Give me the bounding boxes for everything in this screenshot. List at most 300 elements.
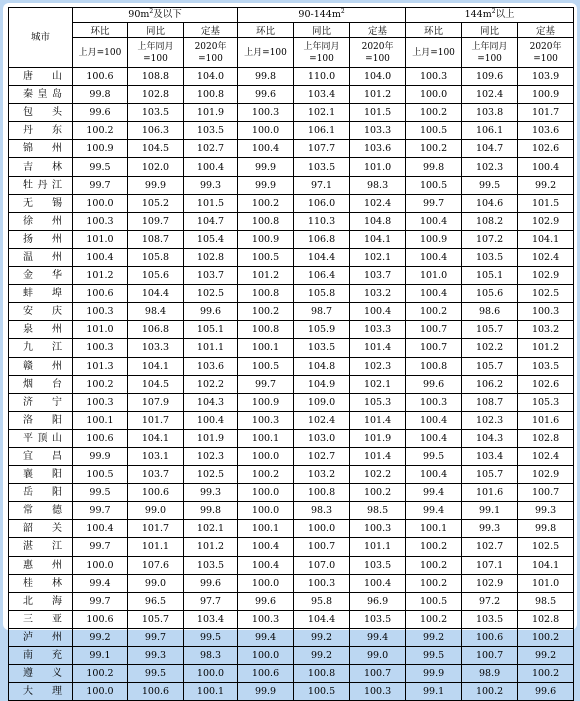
index-value: 103.6 <box>518 122 574 140</box>
sub-header-yoy: 同比 <box>462 23 518 38</box>
index-value: 105.6 <box>128 267 184 285</box>
index-value: 105.7 <box>128 610 184 628</box>
index-value: 103.7 <box>128 466 184 484</box>
table-row <box>9 556 574 574</box>
table-row <box>9 447 574 465</box>
index-value: 100.1 <box>238 429 294 447</box>
table-row <box>9 303 574 321</box>
index-value: 100.2 <box>406 574 462 592</box>
index-value: 100.2 <box>406 104 462 122</box>
table-row <box>9 393 574 411</box>
index-value: 100.1 <box>238 339 294 357</box>
index-value: 100.8 <box>238 285 294 303</box>
index-value: 105.6 <box>462 285 518 303</box>
city-name: 襄阳 <box>9 466 73 484</box>
city-name: 泉州 <box>9 321 73 339</box>
index-value: 99.4 <box>238 628 294 646</box>
index-value: 102.3 <box>184 447 238 465</box>
index-value: 100.8 <box>238 321 294 339</box>
table-row <box>9 267 574 285</box>
index-value: 100.6 <box>238 665 294 683</box>
index-value: 102.4 <box>518 447 574 465</box>
index-value: 100.2 <box>238 303 294 321</box>
index-value: 101.5 <box>184 194 238 212</box>
index-value: 99.6 <box>184 303 238 321</box>
city-name: 宜昌 <box>9 447 73 465</box>
index-value: 100.4 <box>184 411 238 429</box>
index-value: 102.6 <box>518 375 574 393</box>
city-name: 三亚 <box>9 610 73 628</box>
index-value: 103.5 <box>294 158 350 176</box>
table-row <box>9 230 574 248</box>
index-value: 103.5 <box>184 556 238 574</box>
index-value: 105.3 <box>350 393 406 411</box>
index-value: 99.4 <box>350 628 406 646</box>
sub-header-base: 定基 <box>518 23 574 38</box>
index-value: 100.0 <box>294 520 350 538</box>
index-value: 99.0 <box>350 647 406 665</box>
city-name: 常德 <box>9 502 73 520</box>
index-value: 103.1 <box>128 447 184 465</box>
index-value: 98.3 <box>184 647 238 665</box>
base-header-base: 2020年 =100 <box>184 38 238 68</box>
index-value: 102.2 <box>462 339 518 357</box>
index-value: 101.2 <box>518 339 574 357</box>
index-value: 100.2 <box>73 122 128 140</box>
city-name: 惠州 <box>9 556 73 574</box>
city-name: 济宁 <box>9 393 73 411</box>
index-value: 99.9 <box>406 665 462 683</box>
index-value: 101.2 <box>350 86 406 104</box>
sub-header-yoy: 同比 <box>128 23 184 38</box>
index-value: 103.6 <box>350 140 406 158</box>
index-value: 99.8 <box>518 520 574 538</box>
index-value: 95.8 <box>294 592 350 610</box>
index-value: 100.2 <box>73 375 128 393</box>
city-name: 温州 <box>9 248 73 266</box>
index-value: 102.5 <box>518 285 574 303</box>
table-row <box>9 592 574 610</box>
index-value: 102.2 <box>184 375 238 393</box>
index-value: 100.2 <box>518 665 574 683</box>
city-name: 岳阳 <box>9 484 73 502</box>
index-value: 105.2 <box>128 194 184 212</box>
table-row <box>9 628 574 646</box>
index-value: 100.3 <box>238 411 294 429</box>
index-value: 100.6 <box>462 628 518 646</box>
index-value: 100.3 <box>406 393 462 411</box>
index-value: 102.8 <box>184 248 238 266</box>
index-value: 103.7 <box>350 267 406 285</box>
sub-header-mom: 环比 <box>238 23 294 38</box>
table-row <box>9 68 574 86</box>
index-value: 100.3 <box>238 610 294 628</box>
index-value: 102.8 <box>518 610 574 628</box>
table-row <box>9 683 574 701</box>
index-value: 107.7 <box>294 140 350 158</box>
index-value: 108.7 <box>128 230 184 248</box>
index-value: 100.0 <box>406 86 462 104</box>
index-value: 110.0 <box>294 68 350 86</box>
index-value: 103.3 <box>128 339 184 357</box>
index-value: 105.1 <box>184 321 238 339</box>
index-value: 99.8 <box>406 158 462 176</box>
index-value: 100.3 <box>350 520 406 538</box>
index-value: 109.6 <box>462 68 518 86</box>
index-value: 100.2 <box>406 556 462 574</box>
index-value: 100.4 <box>406 248 462 266</box>
index-value: 99.5 <box>73 158 128 176</box>
index-value: 103.2 <box>294 466 350 484</box>
index-value: 100.6 <box>73 610 128 628</box>
index-value: 103.5 <box>462 610 518 628</box>
index-value: 99.3 <box>128 647 184 665</box>
index-value: 104.5 <box>128 375 184 393</box>
index-value: 99.3 <box>462 520 518 538</box>
index-value: 100.5 <box>294 683 350 701</box>
index-value: 100.4 <box>406 429 462 447</box>
index-value: 102.5 <box>518 538 574 556</box>
index-value: 100.4 <box>350 303 406 321</box>
index-value: 100.8 <box>184 86 238 104</box>
index-value: 100.2 <box>518 628 574 646</box>
sub-header-mom: 环比 <box>406 23 462 38</box>
index-value: 108.8 <box>128 68 184 86</box>
index-value: 100.5 <box>73 466 128 484</box>
city-name: 遵义 <box>9 665 73 683</box>
index-value: 100.0 <box>238 574 294 592</box>
index-value: 100.4 <box>238 538 294 556</box>
index-value: 103.5 <box>128 104 184 122</box>
index-value: 102.1 <box>294 104 350 122</box>
index-value: 99.9 <box>128 176 184 194</box>
index-value: 100.5 <box>406 592 462 610</box>
index-value: 106.0 <box>294 194 350 212</box>
index-value: 101.7 <box>518 104 574 122</box>
city-name: 赣州 <box>9 357 73 375</box>
index-value: 101.1 <box>128 538 184 556</box>
index-value: 100.5 <box>406 176 462 194</box>
index-value: 99.1 <box>462 502 518 520</box>
index-value: 96.9 <box>350 592 406 610</box>
table-row <box>9 357 574 375</box>
index-value: 100.3 <box>73 393 128 411</box>
index-value: 99.4 <box>406 502 462 520</box>
index-value: 102.7 <box>462 538 518 556</box>
index-value: 100.2 <box>462 683 518 701</box>
index-value: 99.3 <box>518 502 574 520</box>
index-value: 106.3 <box>128 122 184 140</box>
index-value: 100.3 <box>73 303 128 321</box>
index-value: 99.0 <box>128 502 184 520</box>
city-name: 牡丹江 <box>9 176 73 194</box>
index-value: 99.8 <box>73 86 128 104</box>
index-value: 96.5 <box>128 592 184 610</box>
index-value: 102.3 <box>462 158 518 176</box>
index-value: 102.4 <box>518 248 574 266</box>
sub-header-yoy: 同比 <box>294 23 350 38</box>
table-row <box>9 610 574 628</box>
index-value: 100.7 <box>406 339 462 357</box>
index-value: 103.5 <box>184 122 238 140</box>
table-row <box>9 122 574 140</box>
index-value: 100.2 <box>350 484 406 502</box>
index-value: 102.7 <box>184 140 238 158</box>
index-value: 102.7 <box>294 447 350 465</box>
index-value: 99.7 <box>73 176 128 194</box>
index-value: 100.7 <box>406 321 462 339</box>
index-value: 101.0 <box>518 574 574 592</box>
index-value: 102.9 <box>462 574 518 592</box>
index-value: 106.1 <box>462 122 518 140</box>
index-value: 101.0 <box>73 230 128 248</box>
table-row <box>9 484 574 502</box>
index-value: 102.3 <box>462 411 518 429</box>
index-value: 101.6 <box>462 484 518 502</box>
index-value: 104.9 <box>294 375 350 393</box>
index-value: 105.7 <box>462 466 518 484</box>
index-value: 99.1 <box>73 647 128 665</box>
index-value: 99.9 <box>73 447 128 465</box>
index-value: 105.7 <box>462 357 518 375</box>
index-value: 98.6 <box>462 303 518 321</box>
index-value: 104.4 <box>294 610 350 628</box>
index-value: 102.2 <box>350 466 406 484</box>
index-value: 100.4 <box>238 140 294 158</box>
city-name: 扬州 <box>9 230 73 248</box>
table-row <box>9 375 574 393</box>
table-row <box>9 520 574 538</box>
index-value: 99.6 <box>184 574 238 592</box>
index-value: 100.6 <box>128 484 184 502</box>
table-row <box>9 411 574 429</box>
index-value: 103.0 <box>294 429 350 447</box>
index-value: 100.1 <box>73 411 128 429</box>
index-value: 97.7 <box>184 592 238 610</box>
index-value: 101.9 <box>184 104 238 122</box>
index-value: 109.7 <box>128 212 184 230</box>
table-frame <box>3 3 577 698</box>
index-value: 101.7 <box>128 520 184 538</box>
index-value: 101.1 <box>184 339 238 357</box>
city-name: 金华 <box>9 267 73 285</box>
table-row <box>9 321 574 339</box>
city-name: 湛江 <box>9 538 73 556</box>
index-value: 102.4 <box>462 86 518 104</box>
index-value: 99.3 <box>184 176 238 194</box>
index-value: 105.1 <box>462 267 518 285</box>
index-value: 100.2 <box>406 303 462 321</box>
index-value: 100.0 <box>238 484 294 502</box>
index-value: 99.2 <box>294 647 350 665</box>
table-row <box>9 429 574 447</box>
city-name: 秦皇岛 <box>9 86 73 104</box>
index-value: 97.1 <box>294 176 350 194</box>
index-value: 100.9 <box>238 230 294 248</box>
index-value: 104.0 <box>184 68 238 86</box>
index-value: 100.2 <box>406 140 462 158</box>
group-header-small: $90m^2$及以下 <box>73 8 238 23</box>
index-value: 102.9 <box>518 212 574 230</box>
index-value: 100.0 <box>238 502 294 520</box>
index-value: 102.1 <box>350 248 406 266</box>
index-value: 100.8 <box>294 665 350 683</box>
table-row <box>9 285 574 303</box>
index-value: 100.3 <box>518 303 574 321</box>
index-value: 104.8 <box>350 212 406 230</box>
group-header-large: $144m^2$以上 <box>406 8 574 23</box>
index-value: 99.9 <box>238 158 294 176</box>
index-value: 99.2 <box>73 628 128 646</box>
index-value: 102.9 <box>518 267 574 285</box>
index-value: 100.1 <box>406 520 462 538</box>
index-value: 100.2 <box>406 538 462 556</box>
table-row <box>9 212 574 230</box>
index-value: 104.4 <box>294 248 350 266</box>
index-value: 99.7 <box>73 592 128 610</box>
index-value: 99.6 <box>238 592 294 610</box>
index-value: 104.3 <box>462 429 518 447</box>
index-value: 103.4 <box>462 447 518 465</box>
index-value: 103.4 <box>294 86 350 104</box>
index-value: 103.2 <box>518 321 574 339</box>
index-value: 104.7 <box>462 140 518 158</box>
index-value: 99.3 <box>184 484 238 502</box>
city-name: 吉林 <box>9 158 73 176</box>
index-value: 100.7 <box>518 484 574 502</box>
index-value: 100.5 <box>406 122 462 140</box>
index-value: 100.7 <box>350 665 406 683</box>
index-value: 101.0 <box>73 321 128 339</box>
sub-header-mom: 环比 <box>73 23 128 38</box>
base-header-mom: 上月=100 <box>406 38 462 68</box>
index-value: 103.9 <box>518 68 574 86</box>
index-value: 100.6 <box>73 285 128 303</box>
city-name: 平顶山 <box>9 429 73 447</box>
index-value: 106.2 <box>462 375 518 393</box>
index-value: 103.5 <box>518 357 574 375</box>
index-value: 108.2 <box>462 212 518 230</box>
sub-header-base: 定基 <box>184 23 238 38</box>
index-value: 99.7 <box>73 502 128 520</box>
city-name: 丹东 <box>9 122 73 140</box>
index-value: 105.3 <box>518 393 574 411</box>
city-name: 烟台 <box>9 375 73 393</box>
index-value: 100.6 <box>73 429 128 447</box>
index-value: 101.3 <box>73 357 128 375</box>
table-row <box>9 104 574 122</box>
index-value: 102.5 <box>184 285 238 303</box>
index-value: 99.2 <box>518 647 574 665</box>
index-value: 101.7 <box>128 411 184 429</box>
index-value: 102.1 <box>350 375 406 393</box>
index-value: 101.6 <box>518 411 574 429</box>
city-name: 九江 <box>9 339 73 357</box>
index-value: 98.7 <box>294 303 350 321</box>
index-value: 103.2 <box>350 285 406 303</box>
index-value: 103.5 <box>294 339 350 357</box>
index-value: 102.1 <box>184 520 238 538</box>
index-value: 104.5 <box>128 140 184 158</box>
index-value: 104.6 <box>462 194 518 212</box>
city-name: 唐山 <box>9 68 73 86</box>
index-value: 101.5 <box>518 194 574 212</box>
index-value: 103.8 <box>462 104 518 122</box>
index-value: 100.4 <box>238 556 294 574</box>
index-value: 100.9 <box>73 140 128 158</box>
index-value: 105.8 <box>128 248 184 266</box>
index-value: 99.1 <box>406 683 462 701</box>
index-value: 103.3 <box>350 321 406 339</box>
index-value: 99.6 <box>406 375 462 393</box>
index-value: 107.9 <box>128 393 184 411</box>
index-value: 100.4 <box>184 158 238 176</box>
city-name: 大理 <box>9 683 73 701</box>
index-value: 99.5 <box>128 665 184 683</box>
index-value: 100.4 <box>406 466 462 484</box>
index-value: 99.7 <box>238 375 294 393</box>
base-header-yoy: 上年同月 =100 <box>462 38 518 68</box>
index-value: 100.2 <box>406 610 462 628</box>
index-value: 99.2 <box>518 176 574 194</box>
index-value: 99.9 <box>238 683 294 701</box>
index-value: 97.2 <box>462 592 518 610</box>
price-index-table <box>8 7 574 701</box>
index-value: 100.9 <box>406 230 462 248</box>
city-name: 南充 <box>9 647 73 665</box>
sub-header-base: 定基 <box>350 23 406 38</box>
index-value: 103.4 <box>184 610 238 628</box>
index-value: 101.4 <box>350 339 406 357</box>
index-value: 100.4 <box>73 248 128 266</box>
index-value: 100.4 <box>406 285 462 303</box>
index-value: 101.4 <box>350 411 406 429</box>
index-value: 100.8 <box>294 484 350 502</box>
city-name: 无锡 <box>9 194 73 212</box>
index-value: 100.8 <box>238 212 294 230</box>
index-value: 104.3 <box>184 393 238 411</box>
index-value: 109.0 <box>294 393 350 411</box>
index-value: 99.8 <box>184 502 238 520</box>
table-row <box>9 194 574 212</box>
index-value: 99.5 <box>73 484 128 502</box>
index-value: 99.6 <box>73 104 128 122</box>
city-name: 韶关 <box>9 520 73 538</box>
index-value: 100.4 <box>350 574 406 592</box>
index-value: 99.7 <box>406 194 462 212</box>
index-value: 104.1 <box>518 556 574 574</box>
index-value: 103.6 <box>184 357 238 375</box>
index-value: 99.4 <box>73 574 128 592</box>
index-value: 100.3 <box>73 339 128 357</box>
index-value: 100.2 <box>238 194 294 212</box>
index-value: 100.1 <box>238 520 294 538</box>
index-value: 100.3 <box>73 212 128 230</box>
index-value: 100.9 <box>238 393 294 411</box>
index-value: 104.1 <box>128 357 184 375</box>
index-value: 104.1 <box>518 230 574 248</box>
table-row <box>9 538 574 556</box>
index-value: 100.3 <box>294 574 350 592</box>
index-value: 100.3 <box>238 104 294 122</box>
table-row <box>9 665 574 683</box>
index-value: 101.5 <box>350 104 406 122</box>
index-value: 106.8 <box>294 230 350 248</box>
index-value: 98.5 <box>350 502 406 520</box>
index-value: 100.0 <box>73 683 128 701</box>
index-value: 101.1 <box>350 538 406 556</box>
index-value: 103.5 <box>350 556 406 574</box>
